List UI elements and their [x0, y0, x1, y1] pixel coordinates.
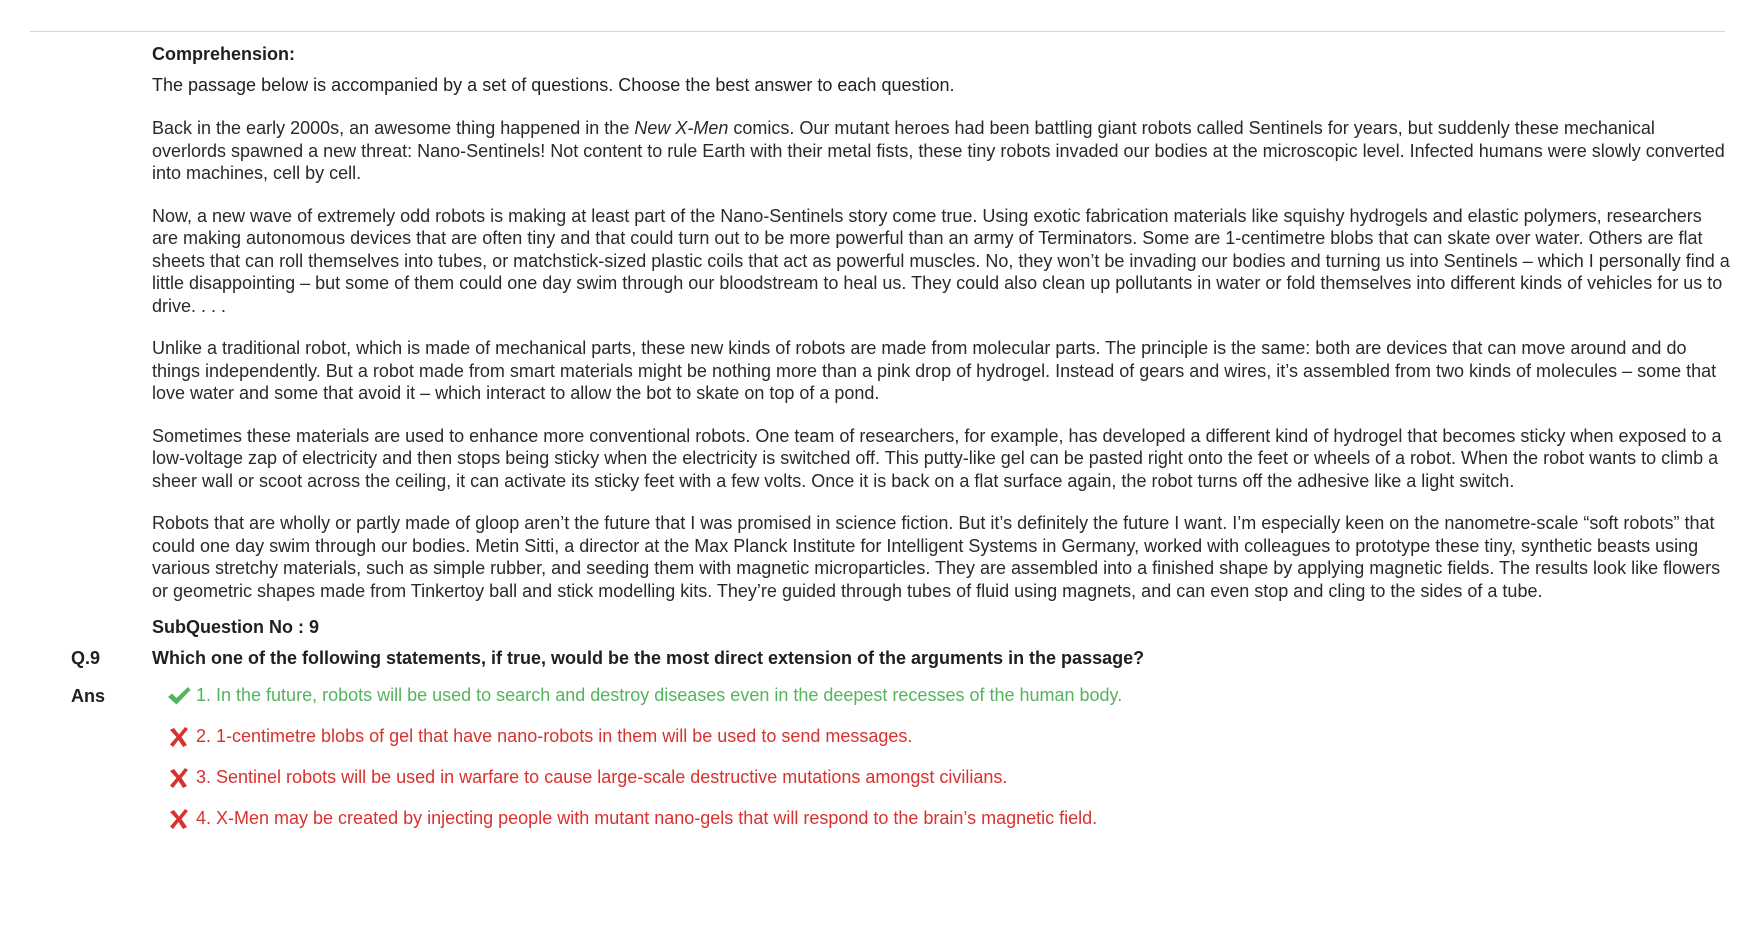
- passage-paragraph-5: Robots that are wholly or partly made of gloop aren’t the future that I was promised in science fiction. But it’s definitely the future I want. I’m especially keen on the nanometre-scale “soft robots” that could one day swim through our bodies. Metin Sitti, a director at the Max Planck Institute for Intelligent Systems in Germany, worked with colleagues to prototype these tiny, synthetic beasts using various stretchy materials, such as simple rubber, and seeding them with magnetic microparticles. They are assembled into a finished shape by applying magnetic fields. The results look like flowers or geometric shapes made from Tinkertoy ball and stick modelling kits. They’re guided through tubes of fluid using magnets, and can even stop and cling to the sides of a tube.: [152, 513, 1721, 601]
- passage-paragraph-3: Unlike a traditional robot, which is made of mechanical parts, these new kinds of robots are made from molecular parts. The principle is the same: both are devices that can move around and do things independently. But a robot made from smart materials might be nothing more than a pink drop of hydrogel. Instead of gears and wires, it’s assembled from two kinds of molecules – some that love water and some that avoid it – which interact to allow the bot to skate on top of a pond.: [152, 338, 1717, 403]
- question-panel: [71, 42, 1732, 839]
- subquestion-label: SubQuestion No : 9: [152, 617, 320, 637]
- top-divider: [30, 31, 1725, 32]
- question-text: Which one of the following statements, if true, would be the most direct extension of the arguments in the passage?: [152, 648, 1145, 668]
- passage: [152, 117, 1732, 602]
- passage-paragraph-4: Sometimes these materials are used to enhance more conventional robots. One team of researchers, for example, has developed a different kind of hydrogel that becomes sticky when exposed to a low-voltage zap of electricity and then stops being sticky when the electricity is switched off. This putty-like gel can be pasted right onto the feet or wheels of a robot. When the robot wants to climb a sheer wall or scoot across the ceiling, it can activate its sticky feet with a few volts. Once it is back on a flat surface again, the robot turns off the adhesive like a light switch.: [152, 425, 1722, 491]
- question-number: Q.9: [71, 648, 101, 668]
- answer-label: Ans: [71, 686, 106, 706]
- comic-title: New X-Men: [634, 118, 729, 138]
- question-row: [71, 646, 1732, 670]
- cross-icon: [166, 807, 192, 831]
- paragraph-1-text-end: comics. Our mutant heroes had been battling giant robots called Sentinels for years, but suddenly these mechanical overlords spawned a new threat: Nano-Sentinels! Not content to rule Earth with their metal fists, these tiny robots invaded our bodies at the microscopic level. Infected humans were slowly converted into machines, cell by cell.: [152, 118, 1725, 183]
- answer-options: [71, 675, 1732, 839]
- comprehension-heading: Comprehension:: [152, 44, 296, 64]
- cross-icon: [166, 766, 192, 790]
- check-icon: [166, 684, 192, 708]
- option-2[interactable]: [152, 716, 1732, 757]
- comprehension-intro: The passage below is accompanied by a set of questions. Choose the best answer to each question.: [152, 75, 955, 95]
- passage-paragraph-1: [152, 117, 1732, 185]
- option-1-text: 1. In the future, robots will be used to search and destroy diseases even in the deepest recesses of the human body.: [196, 685, 1123, 705]
- option-2-text: 2. 1-centimetre blobs of gel that have nano-robots in them will be used to send messages.: [196, 726, 913, 746]
- option-4[interactable]: [152, 798, 1732, 839]
- option-1[interactable]: [152, 675, 1732, 716]
- passage-paragraph-2: Now, a new wave of extremely odd robots is making at least part of the Nano-Sentinels story come true. Using exotic fabrication materials like squishy hydrogels and elastic polymers, researchers are making autonomous devices that are often tiny and that could turn out to be more powerful than an army of Terminators. Some are 1-centimetre blobs that can skate over water. Others are flat sheets that can roll themselves into tubes, or matchstick-sized plastic coils that act as powerful muscles. No, they won’t be invading our bodies and turning us into Sentinels – which I personally find a little disappointing – but some of them could one day swim through our bloodstream to heal us. They could also clean up pollutants in water or fold themselves into different kinds of vehicles for us to drive. . . .: [152, 205, 1730, 316]
- paragraph-1-text-start: Back in the early 2000s, an awesome thing happened in the: [152, 118, 635, 138]
- option-3-text: 3. Sentinel robots will be used in warfare to cause large-scale destructive mutations amongst civilians.: [196, 767, 1008, 787]
- option-3[interactable]: [152, 757, 1732, 798]
- option-4-text: 4. X-Men may be created by injecting people with mutant nano-gels that will respond to the brain’s magnetic field.: [196, 808, 1098, 828]
- cross-icon: [166, 725, 192, 749]
